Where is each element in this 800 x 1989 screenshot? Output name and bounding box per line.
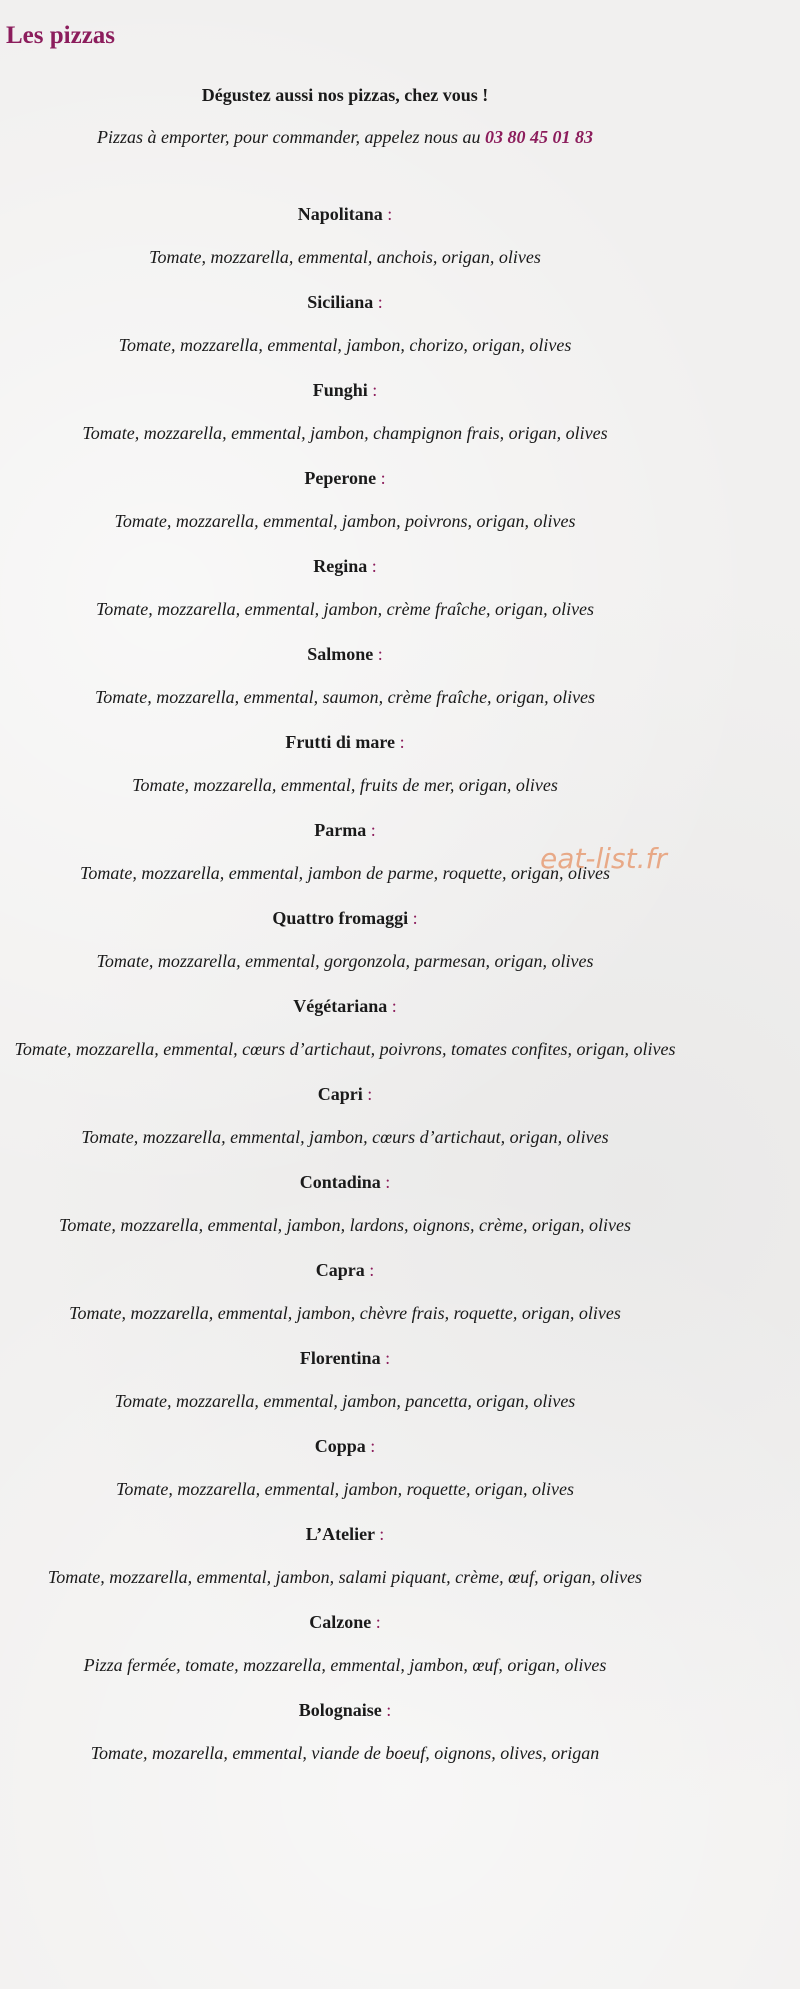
pizza-name (0, 552, 690, 580)
pizza-item (0, 1256, 690, 1327)
phone-number[interactable]: 03 80 45 01 83 (484, 127, 593, 147)
pizza-name (0, 1168, 690, 1196)
pizza-name (0, 640, 690, 668)
pizza-name-colon: : (377, 644, 383, 664)
pizza-name-colon: : (372, 380, 378, 400)
pizza-name-text: Salmone (307, 644, 374, 664)
order-text: Pizzas à emporter, pour commander, appelez nous au (97, 127, 481, 147)
pizza-description: Tomate, mozzarella, emmental, gorgonzola, parmesan, origan, olives (96, 951, 594, 971)
pizza-description: Tomate, mozzarella, emmental, anchois, origan, olives (149, 247, 541, 267)
pizza-name-text: Contadina (299, 1172, 381, 1192)
page-title: Les pizzas (6, 22, 116, 49)
pizza-name-text: Quattro fromaggi (272, 908, 409, 928)
pizza-item (0, 464, 690, 535)
pizza-name-text: Capra (315, 1260, 365, 1280)
pizza-item (0, 904, 690, 975)
pizza-description: Tomate, mozzarella, emmental, jambon, chèvre frais, roquette, origan, olives (69, 1303, 621, 1323)
pizza-name-colon: : (379, 1524, 385, 1544)
pizza-name-text: Frutti di mare (285, 732, 396, 752)
pizza-name-colon: : (370, 820, 376, 840)
pizza-name (0, 992, 690, 1020)
pizza-item (0, 1696, 690, 1767)
pizza-name (0, 1608, 690, 1636)
pizza-description: Tomate, mozzarella, emmental, saumon, crème fraîche, origan, olives (94, 687, 596, 707)
menu-content (0, 80, 690, 1784)
pizza-list (0, 200, 690, 1767)
intro-order-line (0, 122, 690, 152)
pizza-name-colon: : (380, 468, 386, 488)
pizza-name-colon: : (412, 908, 418, 928)
pizza-name-text: Regina (313, 556, 368, 576)
pizza-name-text: Végétariana (293, 996, 388, 1016)
pizza-item (0, 552, 690, 623)
pizza-item (0, 1168, 690, 1239)
pizza-name-text: Coppa (314, 1436, 366, 1456)
pizza-name-colon: : (386, 1700, 392, 1720)
pizza-name-text: Siciliana (307, 292, 374, 312)
pizza-description: Tomate, mozzarella, emmental, cœurs d’artichaut, poivrons, tomates confites, origan, olives (14, 1039, 676, 1059)
pizza-name (0, 1696, 690, 1724)
pizza-item (0, 1432, 690, 1503)
pizza-item (0, 728, 690, 799)
pizza-item (0, 1080, 690, 1151)
pizza-name-colon: : (377, 292, 383, 312)
pizza-name-text: Capri (317, 1084, 363, 1104)
pizza-description: Tomate, mozzarella, emmental, jambon, pancetta, origan, olives (114, 1391, 576, 1411)
pizza-item (0, 288, 690, 359)
pizza-name-text: Funghi (312, 380, 368, 400)
pizza-name (0, 200, 690, 228)
pizza-description: Tomate, mozzarella, emmental, jambon, lardons, oignons, crème, origan, olives (59, 1215, 631, 1235)
pizza-item (0, 200, 690, 271)
pizza-name-colon: : (367, 1084, 373, 1104)
pizza-name (0, 1256, 690, 1284)
pizza-item (0, 1520, 690, 1591)
pizza-item (0, 640, 690, 711)
pizza-description: Tomate, mozzarella, emmental, jambon, salami piquant, crème, œuf, origan, olives (47, 1567, 643, 1587)
pizza-name-colon: : (387, 204, 393, 224)
pizza-description: Tomate, mozzarella, emmental, jambon, chorizo, origan, olives (118, 335, 572, 355)
pizza-description: Tomate, mozzarella, emmental, jambon, poivrons, origan, olives (114, 511, 576, 531)
pizza-description: Tomate, mozzarella, emmental, jambon, roquette, origan, olives (116, 1479, 574, 1499)
watermark-logo: eat-list.fr (540, 842, 667, 875)
pizza-description: Tomate, mozzarella, emmental, jambon, champignon frais, origan, olives (82, 423, 608, 443)
pizza-description: Pizza fermée, tomate, mozzarella, emmental, jambon, œuf, origan, olives (83, 1655, 607, 1675)
pizza-name-text: Calzone (309, 1612, 372, 1632)
pizza-name (0, 728, 690, 756)
pizza-name (0, 1344, 690, 1372)
pizza-name-colon: : (375, 1612, 381, 1632)
pizza-name-colon: : (399, 732, 405, 752)
pizza-name-colon: : (370, 1436, 376, 1456)
pizza-item (0, 1344, 690, 1415)
pizza-name (0, 816, 690, 844)
pizza-item (0, 1608, 690, 1679)
pizza-name (0, 376, 690, 404)
pizza-name-text: Peperone (304, 468, 377, 488)
pizza-description: Tomate, mozarella, emmental, viande de boeuf, oignons, olives, origan (90, 1743, 600, 1763)
pizza-name-colon: : (385, 1172, 391, 1192)
pizza-name-text: Florentina (299, 1348, 381, 1368)
pizza-name-text: Parma (314, 820, 367, 840)
pizza-description: Tomate, mozzarella, emmental, jambon de parme, roquette, origan, olives (80, 863, 610, 883)
pizza-name-colon: : (385, 1348, 391, 1368)
pizza-description: Tomate, mozzarella, emmental, jambon, crème fraîche, origan, olives (95, 599, 595, 619)
pizza-description: Tomate, mozzarella, emmental, fruits de mer, origan, olives (132, 775, 558, 795)
intro-tagline: Dégustez aussi nos pizzas, chez vous ! (201, 85, 489, 105)
pizza-name-text: L’Atelier (305, 1524, 375, 1544)
pizza-name (0, 288, 690, 316)
pizza-name-colon: : (369, 1260, 375, 1280)
pizza-name (0, 1080, 690, 1108)
pizza-name-colon: : (391, 996, 397, 1016)
pizza-name-colon: : (371, 556, 377, 576)
pizza-name (0, 1520, 690, 1548)
pizza-name (0, 1432, 690, 1460)
pizza-name-text: Bolognaise (298, 1700, 382, 1720)
pizza-name (0, 464, 690, 492)
pizza-description: Tomate, mozzarella, emmental, jambon, cœurs d’artichaut, origan, olives (81, 1127, 609, 1147)
pizza-item (0, 376, 690, 447)
pizza-item (0, 992, 690, 1063)
pizza-name (0, 904, 690, 932)
pizza-name-text: Napolitana (297, 204, 383, 224)
